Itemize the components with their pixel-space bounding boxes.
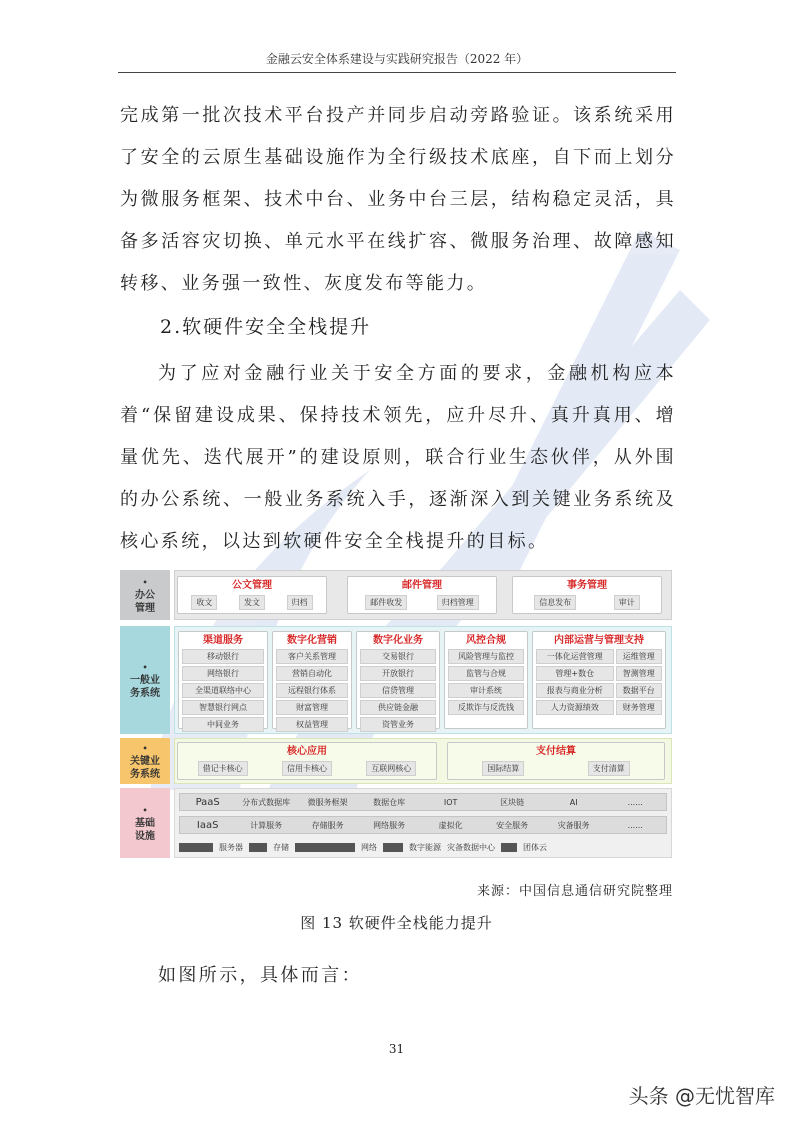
general-item: 报表与商业分析 xyxy=(536,683,614,698)
running-header: 金融云安全体系建设与实践研究报告（2022 年） xyxy=(265,52,529,66)
hardware-line xyxy=(179,839,667,855)
general-row-label: • 一般业 务系统 xyxy=(120,626,170,734)
general-item: 交易银行 xyxy=(360,649,436,664)
general-item: 监管与合规 xyxy=(448,666,524,681)
office-item: 收文 xyxy=(191,595,217,610)
hardware-icon xyxy=(295,843,355,852)
figure-caption: 图 13 软硬件全栈能力提升 xyxy=(300,914,493,932)
paas-item: 数据仓库 xyxy=(373,797,406,807)
key-box xyxy=(447,742,665,780)
hardware-icon xyxy=(383,843,403,852)
general-item: 营销自动化 xyxy=(276,666,348,681)
general-item: 一体化运营管理 xyxy=(536,649,614,664)
office-row-body xyxy=(174,570,672,620)
general-box xyxy=(356,631,440,729)
general-item: 审计系统 xyxy=(448,683,524,698)
paas-item: 分布式数据库 xyxy=(242,797,291,807)
general-item: 中间业务 xyxy=(182,717,264,732)
key-item: 信用卡核心 xyxy=(282,761,332,776)
hardware-icon xyxy=(249,843,267,852)
general-item: 风险管理与监控 xyxy=(448,649,524,664)
paas-item: PaaS xyxy=(195,796,220,808)
paas-item: IOT xyxy=(443,797,458,807)
office-box xyxy=(177,576,327,614)
architecture-figure xyxy=(120,570,672,862)
iaas-item: 存储服务 xyxy=(311,820,344,830)
box-title: 核心应用 xyxy=(287,746,327,757)
general-item: 网络银行 xyxy=(182,666,264,681)
iaas-line xyxy=(179,816,667,834)
iaas-item: 虚拟化 xyxy=(438,820,463,830)
general-box xyxy=(532,631,666,729)
general-item: 智慧银行网点 xyxy=(182,700,264,715)
box-title: 内部运营与管理支持 xyxy=(554,635,644,646)
key-item: 互联网核心 xyxy=(366,761,416,776)
hardware-label: 数字能源 xyxy=(409,842,441,852)
office-row xyxy=(120,570,672,620)
hardware-icon xyxy=(179,843,213,852)
box-title: 数字化营销 xyxy=(287,635,337,646)
section-heading: 2.软硬件安全全栈提升 xyxy=(160,316,372,338)
general-item: 全渠道联络中心 xyxy=(182,683,264,698)
hardware-label: 服务器 xyxy=(219,842,243,852)
general-box xyxy=(444,631,528,729)
general-box xyxy=(272,631,352,729)
infra-row-label: • 基础 设施 xyxy=(120,788,170,858)
footer-brand: 头条 @无忧智库 xyxy=(628,1084,775,1108)
iaas-item: 安全服务 xyxy=(496,820,529,830)
key-item: 借记卡核心 xyxy=(198,761,248,776)
office-item: 发文 xyxy=(239,595,265,610)
paas-item: AI xyxy=(569,797,578,807)
office-row-label: • 办公 管理 xyxy=(120,570,170,620)
office-item: 归档管理 xyxy=(437,595,479,610)
office-box xyxy=(512,576,662,614)
general-item: 财富管理 xyxy=(276,700,348,715)
general-item: 客户关系管理 xyxy=(276,649,348,664)
key-row-label: • 关键业 务系统 xyxy=(120,738,170,784)
iaas-item: 网络服务 xyxy=(373,820,406,830)
box-title: 支付结算 xyxy=(536,746,576,757)
paragraph-1: 完成第一批次技术平台投产并同步启动旁路验证。该系统采用了安全的云原生基础设施作为全行级技术底座，自下而上划分为微服务框架、技术中台、业务中台三层，结构稳定灵活，具备多活容灾切换、单元水平在线扩容、微服务治理、故障感知转移、业务强一致性、灰度发布等能力。 xyxy=(120,105,676,294)
general-item: 远程银行体系 xyxy=(276,683,348,698)
general-item: 人力资源绩效 xyxy=(536,700,614,715)
hardware-label: 存储 xyxy=(273,842,289,852)
office-item: 审计 xyxy=(614,595,640,610)
infra-row xyxy=(120,788,672,858)
iaas-item: 灾备服务 xyxy=(557,820,590,830)
paas-item: 微服务框架 xyxy=(307,797,348,807)
iaas-item: ...... xyxy=(627,820,643,830)
general-item: 反欺诈与反洗钱 xyxy=(448,700,524,715)
box-title: 邮件管理 xyxy=(402,580,442,591)
general-row-body xyxy=(174,626,672,734)
key-box xyxy=(177,742,437,780)
general-item: 资管业务 xyxy=(360,717,436,732)
general-item: 供应链金融 xyxy=(360,700,436,715)
key-item: 国际结算 xyxy=(482,761,524,776)
key-item: 支付清算 xyxy=(588,761,630,776)
general-item: 信贷管理 xyxy=(360,683,436,698)
paragraph-2: 为了应对金融行业关于安全方面的要求，金融机构应本着“保留建设成果、保持技术领先，应升尽升、真升真用、增量优先、迭代展开”的建设原则，联合行业生态伙伴，从外围的办公系统、一般业务系统入手，逐渐深入到关键业务系统及核心系统，以达到软硬件安全全栈提升的目标。 xyxy=(120,363,676,552)
box-title: 数字化业务 xyxy=(373,635,423,646)
office-box xyxy=(347,576,497,614)
hardware-label: 灾备数据中心 xyxy=(447,842,495,852)
general-item: 管理+数仓 xyxy=(536,666,614,681)
box-title: 公文管理 xyxy=(232,580,272,591)
general-item: 数据平台 xyxy=(616,683,663,698)
box-title: 渠道服务 xyxy=(203,635,243,646)
figure-source: 来源：中国信息通信研究院整理 xyxy=(476,884,673,899)
office-item: 信息发布 xyxy=(534,595,576,610)
box-title: 风控合规 xyxy=(466,635,506,646)
key-row-body xyxy=(174,738,672,784)
hardware-label: 网络 xyxy=(361,842,377,852)
iaas-item: 计算服务 xyxy=(250,820,283,830)
general-row xyxy=(120,626,672,734)
box-title: 事务管理 xyxy=(567,580,607,591)
general-item: 开放银行 xyxy=(360,666,436,681)
general-box xyxy=(178,631,268,729)
paas-item: 区块链 xyxy=(500,797,525,807)
iaas-item: IaaS xyxy=(196,819,219,831)
general-item: 权益管理 xyxy=(276,717,348,732)
office-item: 归档 xyxy=(287,595,313,610)
infra-row-body xyxy=(174,788,672,858)
header-rule xyxy=(118,72,676,73)
general-item: 智测管理 xyxy=(616,666,663,681)
hardware-label: 团体云 xyxy=(523,842,547,852)
paas-line xyxy=(179,793,667,811)
hardware-icon xyxy=(501,843,517,852)
paragraph-3: 如图所示，具体而言： xyxy=(158,965,362,986)
key-row xyxy=(120,738,672,784)
general-item: 财务管理 xyxy=(616,700,663,715)
general-item: 移动银行 xyxy=(182,649,264,664)
general-item: 运维管理 xyxy=(616,649,663,664)
page-number: 31 xyxy=(388,1042,405,1056)
office-item: 邮件收发 xyxy=(365,595,407,610)
paas-item: ...... xyxy=(627,797,643,807)
